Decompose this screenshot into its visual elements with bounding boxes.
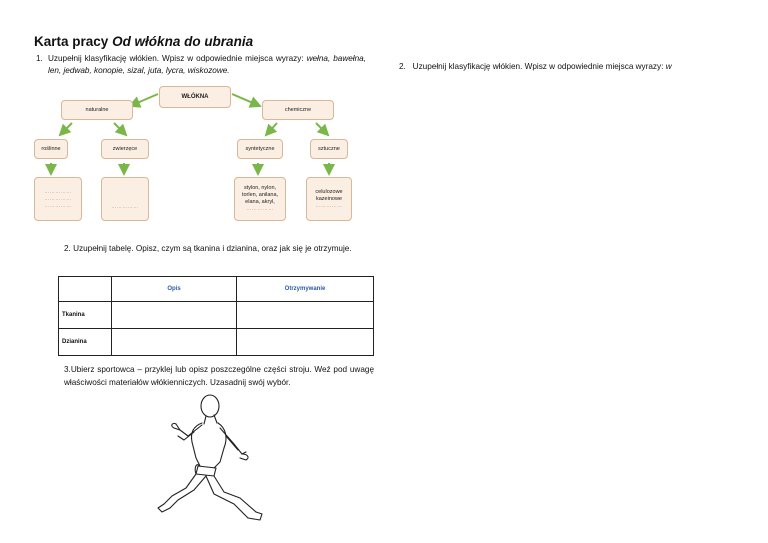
table-corner [59,277,112,302]
box-synthetic: syntetyczne [237,139,283,159]
table-row-label: Dzianina [59,329,112,356]
task-2: 2. Uzupełnij tabelę. Opisz, czym są tkanina i dzianina, oraz jak się je otrzymuje. [64,244,352,253]
worksheet-title: Karta pracy Od włókna do ubrania [34,34,254,49]
table-header-production: Otrzymywanie [237,277,374,302]
task-3: 3.Ubierz sportowca – przyklej lub opisz poszczególne części stroju. Weź pod uwagę właściwości materiałów włókienniczych. Uzasadnij swój wybór. [64,365,374,387]
task-1-fibers: wełna, bawełna, len, jedwab, konopie, sizal, juta, lycra, wiskozowe. [48,54,367,75]
arrow-to-artificial [316,123,328,135]
box-natural: naturalne [61,100,133,120]
runner-icon [150,392,272,528]
table-cell[interactable] [112,302,237,329]
fabric-table [58,276,374,356]
answer-artificial: celulozowe kazeinowe …………… [306,177,352,221]
arrow-to-chemical [232,94,260,106]
task-2-duplicate: 2. Uzupełnij klasyfikację włókien. Wpisz w odpowiednie miejsca wyrazy: w [399,62,672,71]
task-1 [36,53,366,76]
table-cell[interactable] [237,329,374,356]
box-fibers: WŁÓKNA [159,86,231,108]
arrow-to-animal [114,123,126,135]
worksheet-title-italic: Od włókna do ubrania [112,34,254,49]
answer-synthetic: stylon, nylon, torlen, anilana, elana, akryl, …………… [234,177,286,221]
task-1-number: 1. [36,54,43,63]
answer-plant: …………… …………… …………… [34,177,82,221]
arrow-to-natural [130,94,158,106]
table-header-description: Opis [112,277,237,302]
box-animal: zwierzęce [101,139,149,159]
table-cell[interactable] [112,329,237,356]
box-artificial: sztuczne [310,139,348,159]
box-chemical: chemiczne [262,100,334,120]
task-1-text: Uzupełnij klasyfikację włókien. Wpisz w odpowiednie miejsca wyrazy: [48,54,304,63]
runner-illustration [150,392,272,528]
box-plant: roślinne [34,139,68,159]
arrow-to-plant [60,123,72,135]
answer-animal: …………… [101,177,149,221]
fiber-classification-diagram [34,86,368,227]
table-cell[interactable] [237,302,374,329]
arrow-to-synthetic [266,123,277,135]
table-row-label: Tkanina [59,302,112,329]
